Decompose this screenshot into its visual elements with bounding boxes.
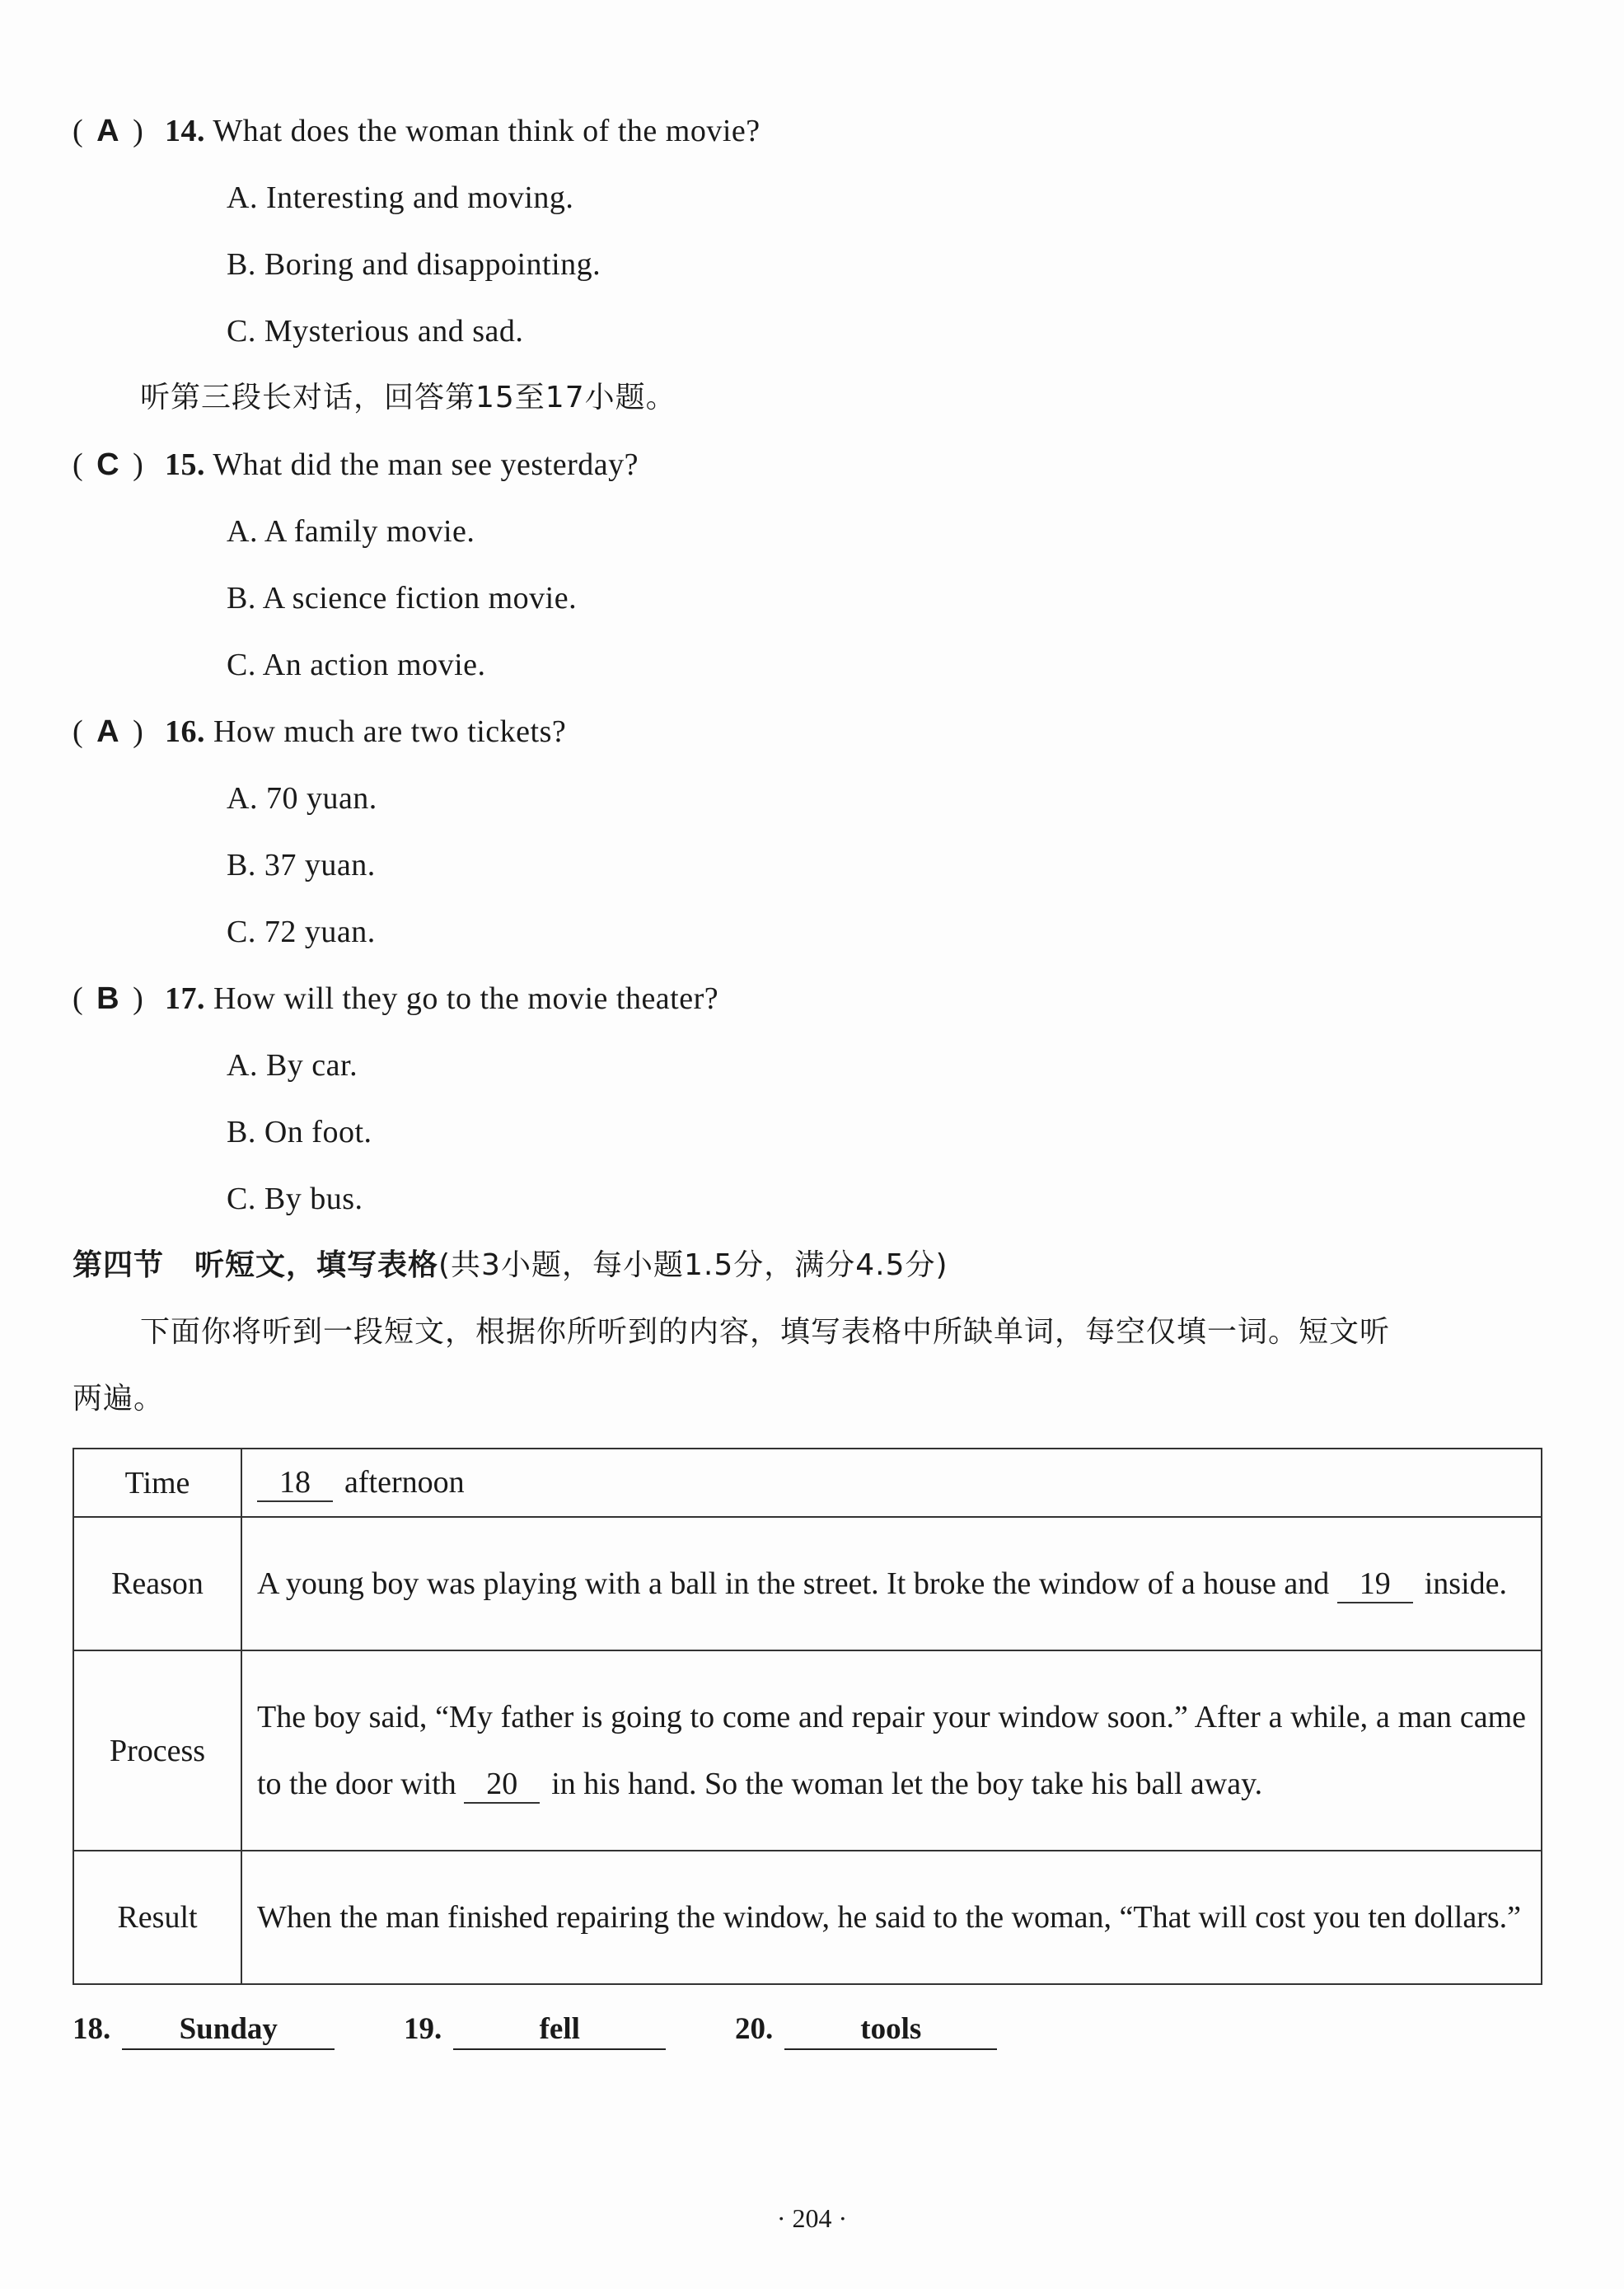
- answer-19: [404, 2010, 666, 2050]
- row-text: The boy said, “My father is going to come and repair your window soon.” After a while, a man came to the door with: [257, 1699, 1526, 1801]
- row-label: Result: [73, 1851, 241, 1984]
- question-14: [73, 110, 761, 152]
- option-c: C. 72 yuan.: [227, 915, 376, 949]
- row-content: [241, 1517, 1542, 1650]
- section-title: 第四节 听短文，填写表格: [73, 1248, 439, 1282]
- question-text: How much are two tickets?: [213, 714, 567, 749]
- option-a: A. Interesting and moving.: [227, 180, 574, 215]
- question-17: [73, 978, 718, 1019]
- answer-value: Sunday: [122, 2010, 335, 2050]
- answer-18: [73, 2010, 335, 2050]
- row-text: afternoon: [344, 1465, 465, 1500]
- row-text-cont: inside.: [1424, 1566, 1508, 1601]
- fill-in-table: [73, 1448, 1542, 1985]
- answer-paren: ( A ): [73, 711, 165, 752]
- row-content: When the man finished repairing the window, he said to the woman, “That will cost you ten dollars.”: [241, 1851, 1542, 1984]
- answer-letter: A: [96, 114, 120, 148]
- table-row-time: [73, 1449, 1542, 1517]
- answer-number: 19.: [404, 2012, 442, 2046]
- option-b: B. A science fiction movie.: [227, 581, 578, 616]
- question-16: [73, 711, 566, 752]
- section-instruction: 下面你将听到一段短文，根据你所听到的内容，填写表格中所缺单词，每空仅填一词。短文听: [140, 1315, 1391, 1349]
- question-number: 15.: [165, 447, 205, 482]
- section-score-note: (共3小题，每小题1.5分，满分4.5分): [438, 1248, 948, 1282]
- option-c: C. An action movie.: [227, 648, 486, 682]
- question-number: 16.: [165, 714, 205, 749]
- dialogue-instruction: 听第三段长对话，回答第15至17小题。: [140, 381, 676, 414]
- table-row-process: [73, 1650, 1542, 1851]
- answer-value: fell: [453, 2010, 666, 2050]
- table-row-result: [73, 1851, 1542, 1984]
- question-number: 17.: [165, 981, 205, 1016]
- option-a: A. A family movie.: [227, 514, 475, 549]
- answer-20: [735, 2010, 997, 2050]
- question-text: What did the man see yesterday?: [213, 447, 639, 482]
- question-text: What does the woman think of the movie?: [213, 114, 761, 148]
- option-b: B. On foot.: [227, 1115, 372, 1149]
- question-text: How will they go to the movie theater?: [213, 981, 719, 1016]
- row-label: Reason: [73, 1517, 241, 1650]
- option-b: B. 37 yuan.: [227, 848, 376, 882]
- answer-number: 20.: [735, 2012, 774, 2046]
- answer-letter: A: [96, 714, 120, 749]
- blank-20: 20: [464, 1766, 540, 1804]
- row-content: [241, 1449, 1542, 1517]
- blank-18: 18: [257, 1464, 333, 1502]
- answer-paren: ( A ): [73, 110, 165, 152]
- option-a: A. 70 yuan.: [227, 781, 377, 816]
- answer-paren: ( B ): [73, 978, 165, 1019]
- section-instruction-cont: 两遍。: [73, 1382, 165, 1416]
- row-label: Time: [73, 1449, 241, 1517]
- row-text: A young boy was playing with a ball in the street. It broke the window of a house and: [257, 1566, 1330, 1601]
- option-c: C. By bus.: [227, 1182, 363, 1216]
- table-row-reason: [73, 1517, 1542, 1650]
- option-b: B. Boring and disappointing.: [227, 247, 601, 282]
- answer-letter: C: [96, 447, 120, 482]
- option-a: A. By car.: [227, 1048, 358, 1083]
- option-c: C. Mysterious and sad.: [227, 314, 524, 349]
- answer-letter: B: [96, 981, 120, 1016]
- answer-paren: ( C ): [73, 444, 165, 485]
- question-number: 14.: [165, 114, 205, 148]
- page-number: · 204 ·: [776, 2203, 848, 2233]
- section-heading: [73, 1245, 948, 1286]
- answer-number: 18.: [73, 2012, 111, 2046]
- blank-19: 19: [1337, 1566, 1413, 1603]
- row-text-cont: in his hand. So the woman let the boy take his ball away.: [551, 1766, 1263, 1801]
- row-label: Process: [73, 1650, 241, 1851]
- question-15: [73, 444, 639, 485]
- answer-value: tools: [784, 2010, 997, 2050]
- row-content: [241, 1650, 1542, 1851]
